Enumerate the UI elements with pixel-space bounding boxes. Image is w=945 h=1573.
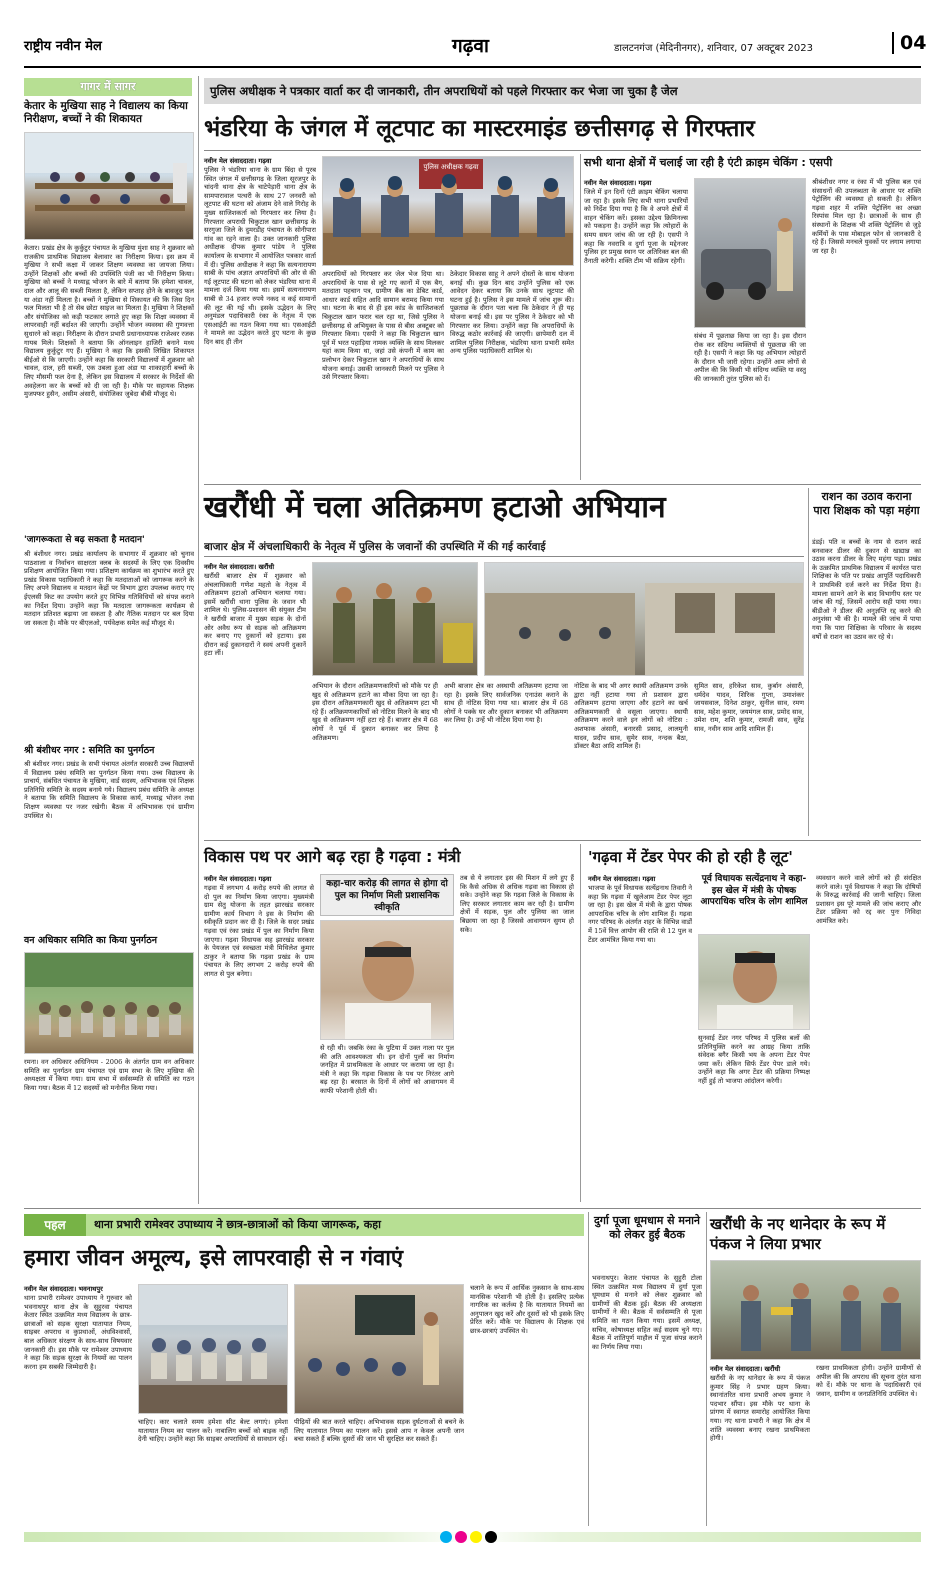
top-kicker-bar: [204, 78, 921, 104]
ration-rule: [808, 488, 809, 836]
tender-headline: 'गढ़वा में टेंडर पेपर की हो रही है लूट': [588, 848, 793, 866]
tender-col1: भाजपा के पूर्व विधायक सत्येंद्रनाथ तिवारी ने कहा कि गढ़वा में खुलेआम टेंडर पेपर लूटा जा रहा है। इस खेल में मंत्री के द्वारा पोषक आपराधिक चरित्र के लोग शामिल हैं। गढ़वा नगर परिषद के अंतर्गत शहर के विभिन्न वार्डों में 15वें वित्त आयोग की राशि से 12 पुल व टेंडर आमंत्रित किया गया था।: [588, 884, 692, 944]
ex-mla-portrait-photo: [698, 934, 810, 1030]
awareness-kicker: थाना प्रभारी रामेश्वर उपाध्याय ने छात्र-छात्राओं को किया जागरूक, कहा: [94, 1218, 381, 1231]
kharaundhi-byline: नवीन मेल संवाददाता। खरौंधी: [710, 1365, 781, 1373]
anticrime-byline: नवीन मेल संवाददाता। गढ़वा: [584, 179, 652, 187]
section-rule-3: [24, 1208, 921, 1209]
forest-committee-illustration: [25, 953, 194, 1054]
minister-col1: गढ़वा में लगभग 4 करोड़ रुपये की लागत से दो पुल का निर्माण किया जाएगा। मुख्यमंत्री ग्राम सेतु योजना के तहत झारखंड सरकार ग्रामीण कार्य विभाग ने इस के निर्माण की स्वीकृति प्रदान कर दी है। जिले के सदर प्रखंड गढ़वा एवं रंका प्रखंड में पुल का निर्माण किया जाएगा। गढ़वा विधायक सह झारखंड सरकार के पेयजल एवं स्वच्छता मंत्री मिथिलेश कुमार ठाकुर ने बताया कि गढ़वा प्रखंड के ग्राम पंचायत के लिए लगभग 2 करोड़ रुपये की लागत से पुल बनेगा।: [204, 884, 314, 978]
ex-mla-portrait-illustration: [699, 935, 810, 1030]
awareness-col3: पीढ़ियों की बात करते चाहिए। अभिभावक सड़क दुर्घटनाओं से बचने के लिए यातायात नियम का पालन करें। इससे आप न केवल अपनी जान बचा सकते हैं बल्कि दूसरों की जान भी सुरक्षित कर सकते हैं।: [294, 1418, 464, 1444]
anticrime-col2: संबंध में पूछताछ किया जा रहा है। इस दौरान रोक कर संदिग्ध व्यक्तियों से पूछताछ की जा रही है। एसपी ने कहा कि यह अभियान त्योहारों के दौरान भी जारी रहेगा। उन्होंने आम लोगों से अपील की कि किसी भी संदिग्ध व्यक्ति या वस्तु की जानकारी तुरंत पुलिस को दें।: [694, 332, 806, 383]
awareness-byline: नवीन मेल संवाददाता। भवनाथपुर: [24, 1285, 103, 1293]
masthead: [24, 30, 927, 64]
encroachment-headline: खरौंधी में चला अतिक्रमण हटाओ अभियान: [204, 490, 666, 525]
encroachment-photo-police: [312, 562, 478, 676]
encroachment-kicker: बाजार क्षेत्र में अंचलाधिकारी के नेतृत्व में पुलिस के जवानों की उपस्थिति में की गई कार्रवाई: [204, 541, 546, 553]
market-shops-illustration: [485, 563, 804, 676]
police-team-illustration: [313, 563, 478, 676]
anticrime-col1: जिले में इन दिनों एंटी क्राइम चेकिंग चलाया जा रहा है। इसके लिए सभी थाना प्रभारियों को निर्देश दिया गया है कि वे अपने क्षेत्रों में वाहन चेकिंग करें। इसका उद्देश्य क्रिमिनल्स को पकड़ना है। उन्होंने कहा कि त्योहारों के समय सघन जांच की जा रही है। एसपी ने कहा कि नवरात्रि व दुर्गा पूजा के मद्देनजर पुलिस हर प्रमुख स्थान पर अतिरिक्त बल की तैनाती करेगी। शक्ति टीम भी सक्रिय रहेगी।: [584, 188, 688, 265]
encroachment-byline: नवीन मेल संवाददाता। खरौंधी: [204, 563, 275, 571]
sidebar-story3-body: श्री बंशीधर नगर। प्रखंड के सभी पंचायत अंतर्गत सरकारी उच्च विद्यालयों में विद्यालय प्रबंध समिति का पुनर्गठन किया गया। उच्च विद्यालय के प्राचार्य, संबंधित पंचायत के मुखिया, वार्ड सदस्य, अभिभावक एवं शिक्षक प्रतिनिधि समिति के सदस्य बनाये गये। विद्यालय प्रबंध समिति के अध्यक्ष ने बताया कि समिति विद्यालय के विकास कार्य, मध्याह्न भोजन तथा शिक्षण व्यवस्था पर नजर रखेगी। बैठक में अभिभावक एवं ग्रामीण उपस्थित थे।: [24, 760, 194, 820]
registration-marks: [440, 1530, 500, 1544]
awareness-durga-rule: [588, 1212, 589, 1526]
sidebar-rule: [198, 76, 199, 1204]
classroom-right-illustration: [295, 1285, 464, 1414]
top-col1: पुलिस ने भंडरिया थाना के ग्राम बिंदा से पूरब स्थित जंगल में छत्तीसगढ़ के जिला सूरजपुर के चांदनी थाना क्षेत्र के चाटेपेड़ारी थाना क्षेत्र के सामपारावाल पत्थरी के साथ 27 जनवरी को लूटपाट की घटना को अंजाम देने वाले गिरोह के मुख्य साजिशकर्ता को गिरफ्तार कर लिया है। गिरफ्तार अपराधी चिकुटाल खान छत्तीसगढ़ के सरगुजा जिले के दुमरडीह पंचायत के सोनीपारा गांव का रहने वाला है। उक्त जानकारी पुलिस अधीक्षक दीपक कुमार पांडेय ने पुलिस कार्यालय के सभागार में आयोजित पत्रकार वार्ता में दी। पुलिस अधीक्षक ने कहा कि सत्यनारायण साबी के पांच अज्ञात अपराधियों की ओर से की गई लूटपाट की घटना को लेकर भंडरिया थाना में मामला दर्ज किया गया था। इसमें सत्यनारायण साबी से 34 हजार रुपये नकद व कई सामानों की लूट की गई थी। इसके उद्भेदन के लिए अनुमंडल पदाधिकारी रंका के नेतृत्व में एक एसआईटी का गठन किया गया था। एसआईटी ने मामले का उद्भेदन करते हुए घटना के कुछ दिन बाद ही तीन: [204, 166, 316, 346]
encroachment-col2: अभियान के दौरान अतिक्रमणकारियों को मौके पर ही खुद से अतिक्रमण हटाने का मौका दिया जा रहा है। इस दौरान अतिक्रमणकारी खुद से अतिक्रमण हटा भी रहे हैं। अतिक्रमणकारियों को नोटिस मिलने के बाद भी खुद से अतिक्रमण नहीं हटा रहे हैं। बाजार क्षेत्र में 68 लोगों ने पूर्व में दुकान बनाकर कर लिया है अतिक्रमण।: [312, 682, 438, 742]
minister-inset: [320, 874, 454, 916]
awareness-tag: पहल: [24, 1214, 86, 1236]
classroom-photo-left: [138, 1284, 288, 1414]
ration-body: डंडई। पति व बच्चों के नाम से राशन कार्ड बनवाकर डीलर की दुकान से खाद्यान्न का उठाव करना डीलर के लिए महंगा पड़ा। प्रखंड के उत्क्रमित प्राथमिक विद्यालय में कार्यरत पारा शिक्षिका के पति पर प्रखंड आपूर्ति पदाधिकारी ने प्राथमिकी दर्ज करने का निर्देश दिया है। मामला सामने आने के बाद विभागीय स्तर पर जांच की गई, जिसमें आरोप सही पाया गया। बीडीओ ने डीलर की अनुज्ञप्ति रद्द करने की अनुशंसा भी की है। मामले की जांच में पाया गया कि पारा शिक्षिका के परिवार के सदस्य वर्षों से राशन का उठाव कर रहे थे।: [812, 538, 921, 641]
durga-body: भवनाथपुर। केतार पंचायत के सुहुरी टोला स्थित उत्क्रमित मध्य विद्यालय में दुर्गा पूजा धूमधाम से मनाने को लेकर शुक्रवार को ग्रामीणों की बैठक हुई। बैठक की अध्यक्षता ग्रामीणों ने की। बैठक में सर्वसम्मति से पूजा समिति का गठन किया गया। इसमें अध्यक्ष, सचिव, कोषाध्यक्ष सहित कई सदस्य चुने गए। बैठक में शांतिपूर्ण माहौल में पूजा संपन्न कराने का निर्णय लिया गया।: [592, 1274, 702, 1351]
kharaundhi-headline: खरौंधी के नए थानेदार के रूप में पंकज ने लिया प्रभार: [710, 1215, 886, 1253]
top-col3: ठेकेदार विकास साहू ने अपने दोस्तों के साथ योजना बनाई थी। कुछ दिन बाद उन्होंने पुलिस को एक आवेदन देकर बताया कि उनके साथ लूटपाट की घटना हुई है। पुलिस ने इस मामले में जांच शुरू की। पूछताछ के दौरान पता चला कि ठेकेदार ने ही यह योजना बनाई थी। इस पर पुलिस ने ठेकेदार को भी गिरफ्तार कर लिया। उन्होंने कहा कि अपराधियों के विरुद्ध कठोर कार्रवाई की जाएगी। छापेमारी दल में शामिल पुलिस निरीक्षक, भंडरिया थाना प्रभारी समेत अन्य पुलिस पदाधिकारी शामिल थे।: [450, 270, 574, 356]
encroachment-photo-shops: [484, 562, 804, 676]
cyan-registration-dot: [440, 1531, 452, 1543]
sidebar-title-bar: [24, 78, 192, 96]
tender-col3: व्यवधान करने वाले लोगों को ही संरक्षित करने वाले। पूर्व विधायक ने कहा कि दोषियों के विरुद्ध कार्रवाई की जानी चाहिए। जिला प्रशासन इस पूरे मामले की जांच कराए और टेंडर प्रक्रिया को रद्द कर पुनः निविदा आमंत्रित करे।: [816, 874, 921, 925]
classroom-photo-right: [294, 1284, 464, 1414]
ration-headline: राशन का उठाव कराना पारा शिक्षक को पड़ा महंगा: [813, 490, 920, 517]
top-rule-1: [580, 154, 581, 480]
classroom-left-illustration: [139, 1285, 288, 1414]
durga-headline: दुर्गा पूजा धूमधाम से मनाने को लेकर हुई बैठक: [593, 1214, 701, 1241]
top-col2: अपराधियों को गिरफ्तार कर जेल भेज दिया था। अपराधियों के पास से लूटे गए कानों में एक बैग, मतदाता पहचान पत्र, ग्रामीण बैंक का डेबिट कार्ड, आधार कार्ड सहित आदि सामान बरामद किया गया था। घटना के बाद से ही इस कांड के साजिशकर्ता चिकुटाल खान फरार चल रहा था, जिसे पुलिस ने छत्तीसगढ़ से अभियुक्त के पास से बीस अक्टूबर को गिरफ्तार किया। एसपी ने कहा कि चिकुटाल खान पूर्व में भरत पहाड़िया नामक व्यक्ति के साथ मिलकर यहां काम किया था, जहां उसे कंपनी में काम का प्रलोभन देकर चिकुटाल खान ने अपराधियों के साथ योजना बनाई। उसकी जानकारी मिलने पर पुलिस ने उसे गिरफ्तार किया।: [322, 270, 444, 382]
dateline: डालटनगंज (मेदिनीनगर), शनिवार, 07 अक्टूबर 2023: [614, 43, 813, 54]
awareness-col1: थाना प्रभारी रामेश्वर उपाध्याय ने गुरुवार को भवनाथपुर थाना क्षेत्र के सुहुरवा पंचायत केतार स्थित उत्क्रमित मध्य विद्यालय के छात्र-छात्राओं को सड़क सुरक्षा यातायात नियम, साइबर अपराध व कुप्रथाओं, अंधविश्वासों, बाल अधिकार संरक्षण के साथ-साथ विषयवार जानकारी दी। इस मौके पर रामेश्वर उपाध्याय ने कहा कि सड़क सुरक्षा के नियमों का पालन करना हम सबकी जिम्मेदारी है।: [24, 1294, 132, 1371]
awareness-kicker-bar: [24, 1214, 584, 1236]
minister-portrait-illustration: [321, 921, 454, 1040]
sidebar-story4-caption: रमना। वन अधिकार अधिनियम - 2006 के अंतर्गत ग्राम वन अधिकार समिति का पुनर्गठन ग्राम पंचायत एवं ग्राम सभा के लिए मुखिया की अध्यक्षता में किया गया। ग्राम सभा में सर्वसम्मति से समिति का गठन किया गया। बैठक में 12 सदस्यों को मनोनीत किया गया।: [24, 1058, 194, 1092]
encroachment-col1: खरौंधी बाजार क्षेत्र में शुक्रवार को अंचलाधिकारी गणेश महतो के नेतृत्व में अतिक्रमण हटाओ अभियान चलाया गया। इसमें खरौंधी थाना पुलिस के जवान भी शामिल थे। पुलिस-प्रशासन की संयुक्त टीम ने खरौंधी बाजार में मुख्य सड़क के दोनों ओर अवैध रूप से सड़क को अतिक्रमण कर बनाए गए दुकानों को हटाया। इस दौरान कई दुकानदारों ने स्वयं अपनी दुकानें हटा लीं।: [204, 572, 306, 658]
minister-col3: तब से ये लगातार इस की मिशन में लगे हुए हैं कि कैसे अधिक से अधिक गढ़वा का विकास हो सके। उन्होंने कहा कि गढ़वा जिले के विकास के लिए सरकार लगातार काम कर रही है। ग्रामीण क्षेत्रों में सड़क, पुल और पुलिया का जाल बिछाया जा रहा है जिससे आवागमन सुगम हो सके।: [460, 874, 574, 934]
awareness-headline: हमारा जीवन अमूल्य, इसे लापरवाही से न गंवाएं: [24, 1246, 404, 1271]
top-headline: भंडरिया के जंगल में लूटपाट का मास्टरमाइंड छत्तीसगढ़ से गिरफ्तार: [204, 116, 755, 142]
sidebar-story1-headline: केतार के मुखिया साह ने विद्यालय का किया निरीक्षण, बच्चों ने की शिकायत: [24, 100, 188, 125]
vehicle-checking-illustration: [695, 179, 806, 328]
minister-tender-rule: [580, 844, 581, 1202]
kharaundhi-col1: खरौंधी के नए थानेदार के रूप में पंकज कुमार सिंह ने प्रभार ग्रहण किया। स्थानांतरित थाना प्रभारी अभय कुमार ने पदभार सौंपा। इस मौके पर थाना के प्रांगण में स्वागत समारोह आयोजित किया गया। नए थाना प्रभारी ने कहा कि क्षेत्र में शांति व्यवस्था बनाए रखना प्राथमिकता होगी।: [710, 1374, 810, 1443]
encroachment-col5: सुमित साव, हरिकेश साव, कुर्बान अंसारी, धर्मदेव यादव, शिरिक गुप्ता, उमाशंकर जायसवाल, दिनेश ठाकुर, सुनील साव, रमण साव, महेश कुमार, जयमंगल साव, प्रमोद साव, उमेश राम, शशि कुमार, रामजी साव, सुरेंद्र साव, नवीन साव आदि शामिल हैं।: [694, 682, 804, 733]
minister-headline: विकास पथ पर आगे बढ़ रहा है गढ़वा : मंत्री: [204, 847, 461, 866]
sidebar-title: गागर में सागर: [80, 80, 136, 93]
top-byline: नवीन मेल संवाददाता। गढ़वा: [204, 157, 272, 165]
anticrime-col3: श्रीबंशीधर नगर व रंका में भी पुलिस बल एवं संसाधनों की उपलब्धता के आधार पर शक्ति पेट्रोलिंग की व्यवस्था हो सकती है। लेकिन गढ़वा शहर में शक्ति पेट्रोलिंग का अच्छा रिस्पांस मिल रहा है। छात्राओं के साथ ही संस्थानों के शिक्षक भी शक्ति पेट्रोलिंग से जुड़े कर्मियों के पास मोबाइल फोन से जानकारी दे रहे हैं। जिससे मनचले युवकों पर लगाम लगाया जा रहा है।: [812, 178, 921, 255]
encroachment-rule: [204, 556, 804, 557]
section-rule-2: [204, 840, 921, 841]
sidebar-story4-headline: वन अधिकार समिति का किया पुनर्गठन: [24, 935, 158, 946]
anticrime-headline: सभी थाना क्षेत्रों में चलाई जा रही है एंटी क्राइम चेकिंग : एसपी: [584, 156, 833, 169]
kharaundhi-col2: रखना प्राथमिकता होगी। उन्होंने ग्रामीणों से अपील की कि अपराध की सूचना तुरंत थाना को दें। मौके पर थाना के पदाधिकारी एवं जवान, ग्रामीण व जनप्रतिनिधि उपस्थित थे।: [816, 1364, 921, 1398]
top-headline-rule: [204, 150, 921, 151]
vehicle-checking-photo: [694, 178, 806, 328]
top-kicker: पुलिस अधीक्षक ने पत्रकार वार्ता कर दी जानकारी, तीन अपराधियों को पहले गिरफ्तार कर भेजा जा चुका है जेल: [210, 84, 678, 98]
sidebar-story2-body: श्री बंशीधर नगर। प्रखंड कार्यालय के सभागार में शुक्रवार को चुनाव पाठशाला व निर्वाचन साक्षरता क्लब के सदस्यों के लिए एक दिवसीय प्रशिक्षण आयोजित किया गया। प्रशिक्षण कार्यक्रम का शुभारंभ करते हुए प्रखंड विकास पदाधिकारी ने कहा कि मतदाताओं को जागरूक करने के लिए अपने विद्यालय व मतदान केंद्रों पर विभाग द्वारा उपलब्ध कराए गए ईएलसी किट का उपयोग करते हुए विभिन्न गतिविधियों को संपन्न कराने का निर्देश दिया। उन्होंने कहा कि मतदाता जागरूकता कार्यक्रम से मतदान प्रतिशत बढ़ाया जा सकता है और नैतिक मतदान पर बल दिया जा सकता है। मौके पर बीएलओ, पर्यवेक्षक समेत कई मौजूद थे।: [24, 550, 194, 627]
masthead-rule: [24, 66, 921, 68]
awareness-col4: चलाने के रूप में आर्थिक नुकसान के साथ-साथ मानसिक परेशानी भी होती है। इसलिए प्रत्येक नागरिक का कर्तव्य है कि यातायात नियमों का अनुपालन खुद करें और दूसरों को भी इसके लिए प्रेरित करें। मौके पर विद्यालय के शिक्षक एवं छात्र-छात्राएं उपस्थित थे।: [470, 1284, 584, 1335]
new-sho-welcome-photo: [710, 1260, 921, 1360]
forest-committee-photo: [24, 952, 194, 1054]
photo-banner-text: पुलिस अधीक्षक गढ़वा: [423, 163, 479, 171]
encroachment-col3: अभी बाजार क्षेत्र का अस्थायी अतिक्रमण हटाया जा रहा है। इसके लिए सार्वजनिक एनाउंस कराने के साथ ही नोटिस दिया गया था। बाजार क्षेत्र में 68 लोगों ने पक्के घर और दुकान बनाकर भी अतिक्रमण कर लिया है। उन्हें भी नोटिस दिया गया है।: [444, 682, 568, 725]
sp-press-conference-photo: [322, 156, 574, 266]
encroachment-col4: नोटिस के बाद भी अगर स्थायी अतिक्रमण उनके द्वारा नहीं हटाया गया तो प्रशासन द्वारा अतिक्रमण हटाया जाएगा और हटाने का खर्च अतिक्रमणकारी से वसूला जाएगा। स्थायी अतिक्रमण करने वाले इन लोगों को नोटिस : अशफाक अंसारी, बनारसी प्रसाद, लालमुनी यादव, प्रदीप साव, सुमेर साव, नन्दक बैठा, डॉक्टर बैठा आदि शामिल हैं।: [574, 682, 688, 751]
awareness-col2: चाहिए। कार चलाते समय हमेशा सीट बेल्ट लगाएं। हमेशा यातायात नियम का पालन करें। नाबालिग बच्चों को बाइक नहीं देनी चाहिए। उन्होंने कहा कि साइबर अपराधियों से सावधान रहें।: [138, 1418, 288, 1444]
black-registration-dot: [485, 1531, 497, 1543]
tender-col2: सुनवाई टेंडर नगर परिषद में पुलिस बलों की प्रतिनियुक्ति करने का आग्रह किया ताकि संवेदक बगैर किसी भय के अपना टेंडर पेपर जमा करें। लेकिन सिर्फ टेंडर पेपर डाले गये। उन्होंने कहा कि अगर टेंडर की प्रक्रिया निष्पक्ष नहीं हुई तो भाजपा आंदोलन करेगी।: [698, 1034, 810, 1085]
yellow-registration-dot: [470, 1531, 482, 1543]
tender-inset: [698, 874, 810, 928]
school-inspection-photo: [24, 132, 194, 240]
tender-byline: नवीन मेल संवाददाता। गढ़वा: [588, 875, 656, 883]
page-number: 04: [892, 32, 926, 54]
minister-byline: नवीन मेल संवाददाता। गढ़वा: [204, 875, 272, 883]
minister-inset-headline: कहा-चार करोड़ की लागत से होगा दो पुल का निर्माण मिली प्रशासनिक स्वीकृति: [326, 879, 448, 913]
paper-name: राष्ट्रीय नवीन मेल: [24, 39, 102, 54]
sidebar-story2-headline: 'जागरूकता से बढ़ सकता है मतदान': [24, 535, 145, 545]
sho-welcome-illustration: [711, 1261, 921, 1360]
press-conference-illustration: [323, 157, 574, 266]
durga-kharaundhi-rule: [706, 1212, 707, 1526]
tender-inset-headline: पूर्व विधायक सत्येंद्रनाथ ने कहा-इस खेल में मंत्री के पोषक आपराधिक चरित्र के लोग शामिल: [700, 874, 808, 907]
minister-portrait-photo: [320, 920, 454, 1040]
section-rule-1: [204, 484, 921, 485]
sidebar-story1-body: केतार। प्रखंड क्षेत्र के कुर्कुटुर पंचायत के मुखिया मुंशा साह ने शुक्रवार को राजकीय प्राथमिक विद्यालय बेलावार का निरीक्षण किया। इस क्रम में मुखिया ने सभी कक्षा में जाकर शिक्षण व्यवस्था का जायजा लिया। उन्होंने शिक्षकों और बच्चों की उपस्थिति पंजी का भी निरीक्षण किया। मुखिया को बच्चों ने मध्याह्न भोजन के बारे में बताया कि हमेशा चावल, दाल और आलू की सब्जी मिलता है, लेकिन सप्ताह होने के बावजूद फल या अंडा नहीं मिलता है। बच्चों ने मुखिया से शिकायत की कि जिस दिन फल मिलता भी है तो सेब छोटा साइज का मिलता है। मुखिया ने शिक्षकों और संयोजिका को कड़ी फटकार लगाते हुए कहा कि शिक्षा व्यवस्था में लापरवाही नहीं बर्दाश्त की जाएगी। उन्होंने भोजन व्यवस्था की गुणवत्ता सुधारने को कहा। निरीक्षण के दौरान प्रभारी प्रधानाध्यापक राजेश्वर रजक गायब मिले। शिक्षकों ने बताया कि ऑनलाइन हाजिरी बनाने मध्य विद्यालय कुर्कुटुर गए हैं। मुखिया ने कहा कि इसकी लिखित शिकायत बीईओ से कि जाएगी। उन्होंने कहा कि सरकारी विद्यालयों में शुक्रवार को चावल, दाल, हरी सब्जी, एक उबला हुआ अंडा या शाकाहारी बच्चों के लिए मौसमी फल देना है, लेकिन इस विद्यालय में सरकार के निर्देशों की अवहेलना कर के बच्चों को दी जा रही है। मौके पर सहायक शिक्षक मुजफ्फर हुसैन, असीम अंसारी, संयोजिका जुबेदा बीबी मौजूद थे।: [24, 244, 194, 399]
minister-col2: से रही थी। जबकि रंका के पुटिया में उक्त नाला पर पुल की अति आवश्यकता थी। इन दोनों पुलों का निर्माण जनहित में प्राथमिकता के आधार पर कराया जा रहा है। मंत्री ने कहा कि गढ़वा विकास के पथ पर निरंतर आगे बढ़ रहा है। बरसात के दिनों में लोगों को आवागमन में काफी परेशानी होती थी।: [320, 1044, 454, 1095]
section-name: गढ़वा: [452, 35, 489, 57]
magenta-registration-dot: [455, 1531, 467, 1543]
sidebar-story3-headline: श्री बंशीधर नगर : समिति का पुनर्गठन: [24, 745, 155, 756]
school-inspection-illustration: [25, 133, 194, 240]
